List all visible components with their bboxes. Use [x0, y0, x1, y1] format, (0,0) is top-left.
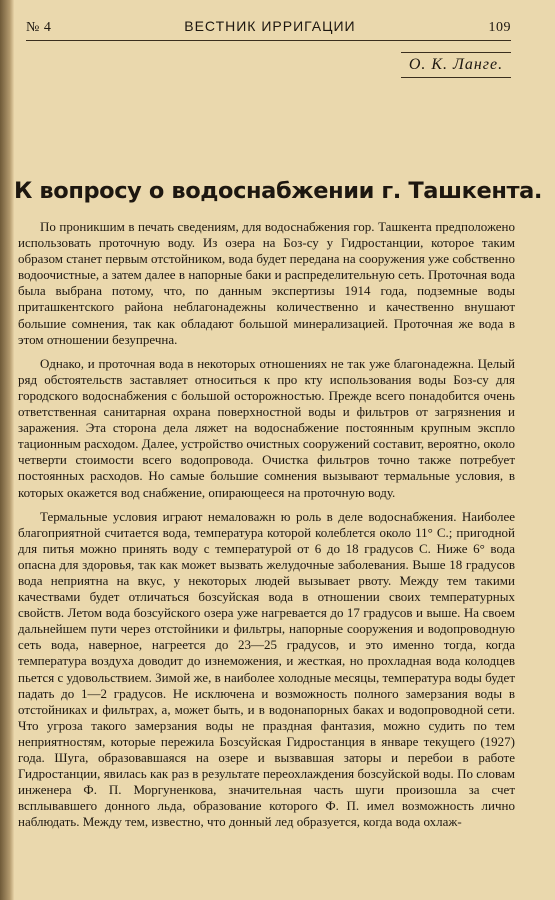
- author-name: О. К. Ланге.: [401, 52, 511, 78]
- running-head: [26, 18, 511, 41]
- page-number: 109: [488, 20, 511, 35]
- issue-number: № 4: [26, 20, 52, 35]
- article-body: [18, 219, 515, 830]
- book-spine: [0, 0, 14, 900]
- journal-page: [14, 0, 555, 900]
- paragraph-2: Однако, и проточная вода в некоторых отношениях не так уже благонадежна. Целый ряд обстоятельств заставляет относиться к про кту использования воды Боз-су для городского водоснабжения с большой осторожностью. Прежде всего понадобится очень ответственная санитарная охрана поверхностной воды и фильтров от загрязнения и заражения. Эта сторона дела ляжет на водоснабжение постоянным крупным экспло тационным расходом. Далее, устройство очистных сооружений составит, вероятно, около четверти стоимости всего водопровода. Очистка фильтров точно также потребует постоянных расходов. Но самые большие сомнения вызывают термальные условия, в которых окажется вод снабжение, опирающееся на проточную воду.: [18, 355, 515, 500]
- paragraph-3: Термальные условия играют немаловажн ю роль в деле водоснабжения. Наиболее благоприятной считается вода, температура которой колеблется около 11° С.; пригодной для питья можно принять воду с температурой от 6 до 18 градусов С. Ниже 6° вода опасна для здоровья, так как может вызвать желудочные заболевания. Выше 18 градусов вода неприятна на вкус, у некоторых людей вызывает рвоту. Между тем такими качествами будет отличаться бозсуйская вода в отношении своих температурных свойств. Летом вода бозсуйского озера уже нагревается до 17 градусов и выше. На своем дальнейшем пути через отстойники и фильтры, напорные сооружения и водопроводную сеть вода, наверное, нагреется до 23—25 градусов, и это именно тогда, когда температура воздуха доводит до изнеможения, и жесткая, но прохладная вода колодцев пьется с удовольствием. Зимой же, в наиболее холодные месяцы, температура воды будет падать до 1—2 градусов. Не исключена и возможность полного замерзания воды в отстойниках и фильтрах, а, может быть, и в водонапорных баках и водопроводной сети. Что угроза такого замерзания воды не праздная фантазия, можно судить по тем неприятностям, которые пережила Бозсуйская Гидростанция в январе текущего (1927) года. Шуга, образовавшаяся на озере и вызвавшая заторы и перебои в работе Гидростанции, явилась как раз в результате переохлаждения бозсуйской воды. По словам инженера Ф. П. Моргуненкова, значительная часть шуги произошла за счет всплывавшего донного льда, образование которого Ф. П. имел возможность лично наблюдать. Между тем, известно, что донный лед образуется, когда вода охлаж-: [18, 508, 515, 830]
- journal-name: ВЕСТНИК ИРРИГАЦИИ: [184, 18, 356, 34]
- article-title: К вопросу о водоснабжении г. Ташкента.: [14, 178, 543, 204]
- paragraph-1: По проникшим в печать сведениям, для водоснабжения гор. Ташкента предположено использовать проточную воду. Из озера на Боз-су у Гидростанции, которое таким образом станет первым отстойником, вода будет передана на сооружения уже собственно водоочистные, а затем далее в напорные баки и распределительную сеть. Проточная вода была выбрана потому, что, по данным экспертизы 1914 года, подземные воды приташкентского района неблагонадежны количественно и качественно внушают большие сомнения, так как обладают большой минерализацией. Проточная же вода в этом отношении безупречна.: [18, 219, 515, 347]
